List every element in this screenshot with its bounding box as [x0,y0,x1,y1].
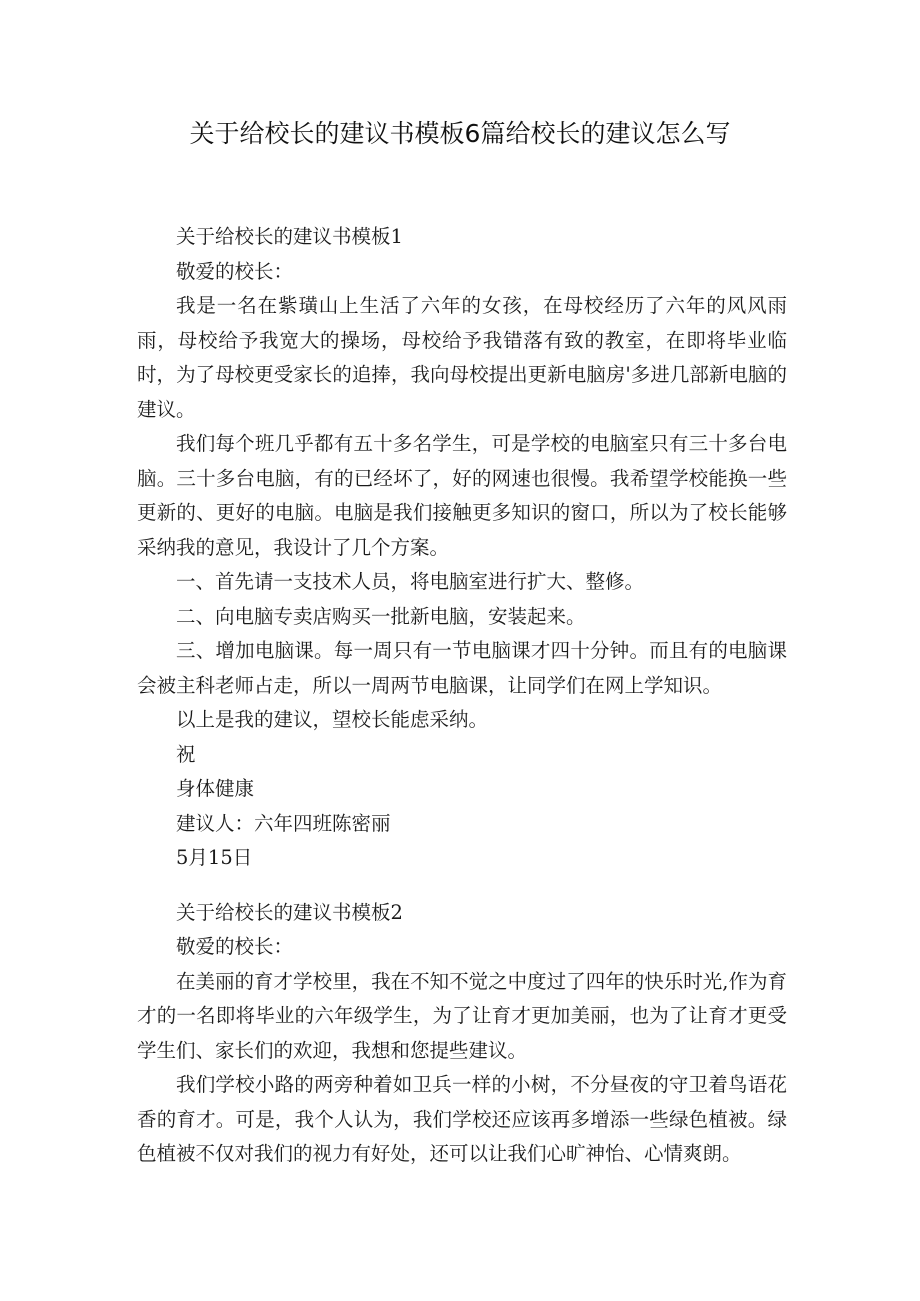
document-title: 关于给校长的建议书模板6篇给校长的建议怎么写 [189,119,731,148]
section1-signer: 建议人：六年四班陈密丽 [176,811,391,835]
section1-paragraph-2: 我们每个班几乎都有五十多名学生，可是学校的电脑室只有三十多台电脑。三十多台电脑，有的已经坏了，好的网速也很慢。我希望学校能换一些更新的、更好的电脑。电脑是我们接触更多知识的窗口，所以为了校长能够采纳我的意见，我设计了几个方案。 [137,432,787,559]
section2-paragraph-2: 我们学校小路的两旁种着如卫兵一样的小树，不分昼夜的守卫着鸟语花香的育才。可是，我个人认为，我们学校还应该再多增添一些绿色植被。绿色植被不仅对我们的视力有好处，还可以让我们心旷神怡、心情爽朗。 [137,1073,787,1165]
section1-heading: 关于给校长的建议书模板1 [176,225,403,248]
section1-wish-2: 身体健康 [176,777,255,800]
section2-paragraph-1: 在美丽的育才学校里，我在不知不觉之中度过了四年的快乐时光,作为育才的一名即将毕业的六年级学生，为了让育才更加美丽，也为了让育才更受学生们、家长们的欢迎，我想和您提些建议。 [137,969,787,1062]
section1-wish: 祝 [176,742,196,766]
section1-plan-1: 一、首先请一支技术人员，将电脑室进行扩大、整修。 [176,570,645,593]
section1-paragraph-1: 我是一名在紫璜山上生活了六年的女孩，在母校经历了六年的风风雨雨，母校给予我宽大的操场，母校给予我错落有致的教室，在即将毕业临时，为了母校更受家长的追捧，我向母校提出更新电脑房'多进几部新电脑的建议。 [137,294,787,421]
section1-salutation: 敬爱的校长： [176,259,294,283]
section1-plan-2: 二、向电脑专卖店购买一批新电脑，安装起来。 [176,604,586,628]
document-body [137,220,787,1172]
section2-salutation: 敬爱的校长： [176,935,294,958]
section1-date: 5月15日 [176,846,253,869]
section1-closing: 以上是我的建议，望校长能虑采纳。 [176,708,489,731]
section1-plan-3: 三、增加电脑课。每一周只有一节电脑课才四十分钟。而且有的电脑课会被主科老师占走，所以一周两节电脑课，让同学们在网上学知识。 [137,639,787,697]
section2-heading: 关于给校长的建议书模板2 [176,900,403,924]
section-spacer [137,876,787,896]
